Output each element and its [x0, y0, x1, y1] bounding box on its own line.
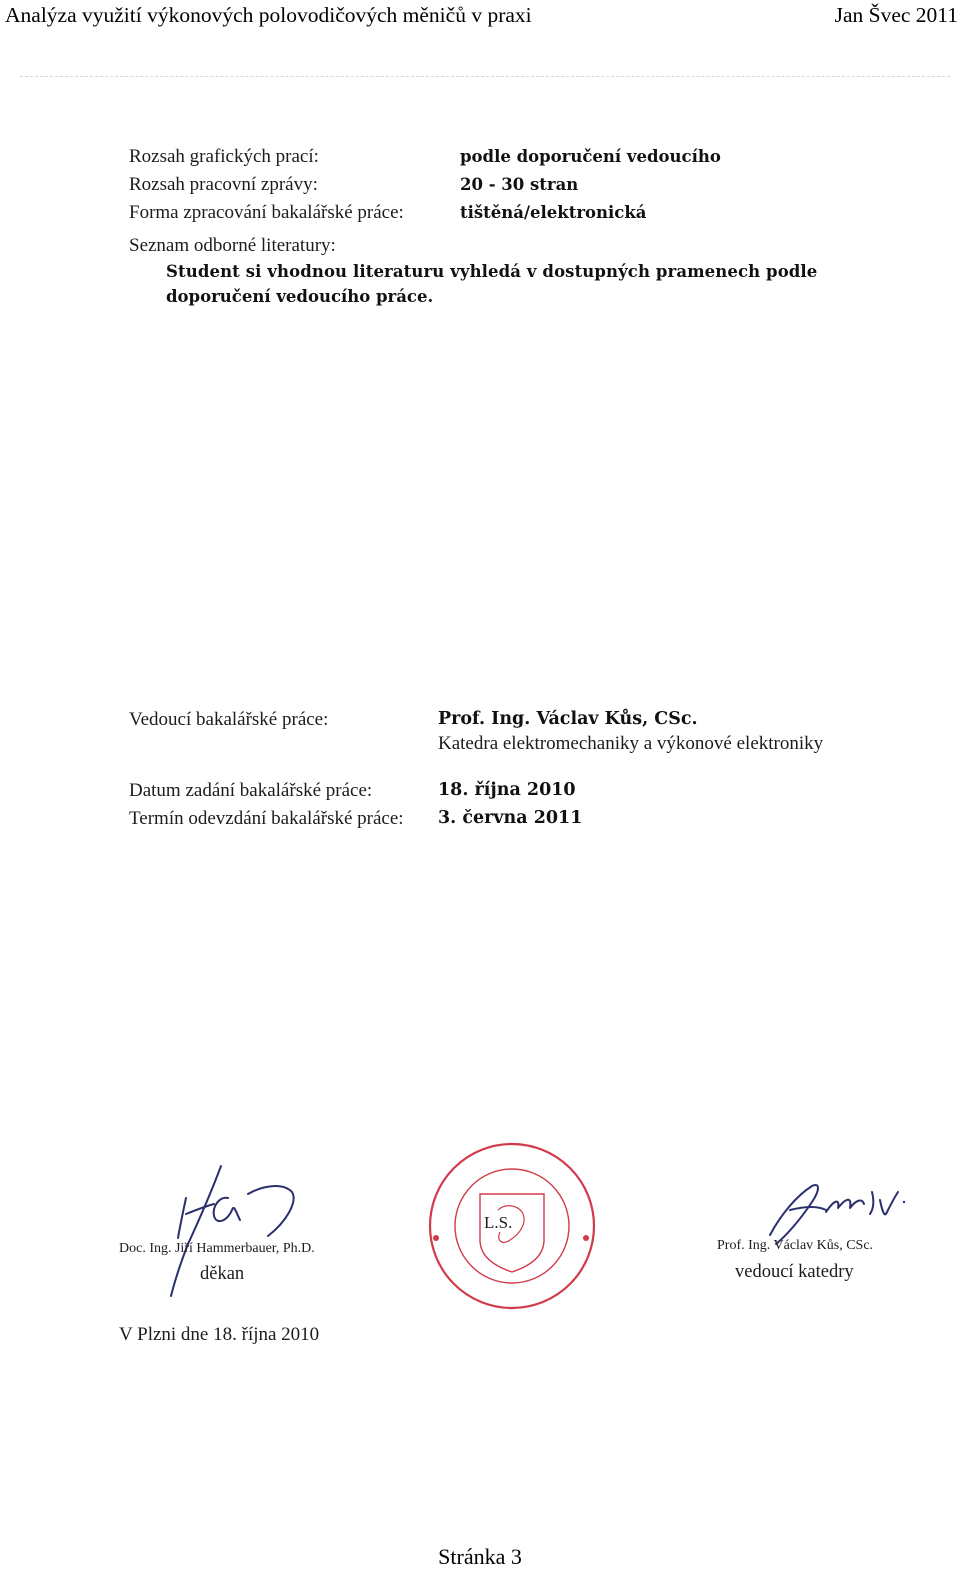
assigned-date-value: 18. října 2010: [438, 780, 576, 800]
head-signature: [770, 1185, 905, 1244]
graphics-scope-label: Rozsah grafických prací:: [129, 146, 319, 167]
author-year: Jan Švec 2011: [834, 3, 958, 27]
report-scope-value: 20 - 30 stran: [460, 175, 579, 194]
format-label: Forma zpracování bakalářské práce:: [129, 202, 404, 223]
head-name: Prof. Ing. Václav Kůs, CSc.: [717, 1238, 874, 1253]
literature-label: Seznam odborné literatury:: [129, 235, 336, 256]
place-and-date: V Plzni dne 18. října 2010: [119, 1324, 320, 1345]
stamp-dot-left: [433, 1235, 439, 1241]
supervisor-department: Katedra elektromechaniky a výkonové elektroniky: [438, 733, 824, 754]
page-number: Stránka 3: [438, 1544, 522, 1569]
document-title: Analýza využití výkonových polovodičových měničů v praxi: [5, 3, 532, 27]
dean-title: děkan: [200, 1264, 245, 1284]
dean-name: Doc. Ing. Jiří Hammerbauer, Ph.D.: [119, 1241, 315, 1256]
supervisor-label: Vedoucí bakalářské práce:: [129, 709, 329, 730]
report-scope-label: Rozsah pracovní zprávy:: [129, 174, 318, 195]
assigned-date-label: Datum zadání bakalářské práce:: [129, 780, 373, 801]
head-title: vedoucí katedry: [735, 1262, 854, 1282]
supervisor-name: Prof. Ing. Václav Kůs, CSc.: [438, 709, 698, 729]
graphics-scope-value: podle doporučení vedoucího: [460, 147, 721, 166]
deadline-value: 3. června 2011: [438, 808, 583, 828]
stamp-dot-right: [583, 1235, 589, 1241]
format-value: tištěná/elektronická: [460, 203, 647, 222]
literature-text-line2: doporučení vedoucího práce.: [166, 287, 434, 306]
literature-text-line1: Student si vhodnou literaturu vyhledá v dostupných pramenech podle: [166, 262, 818, 281]
stamp-ls-label: L.S.: [484, 1213, 513, 1232]
deadline-label: Termín odevzdání bakalářské práce:: [129, 808, 404, 829]
